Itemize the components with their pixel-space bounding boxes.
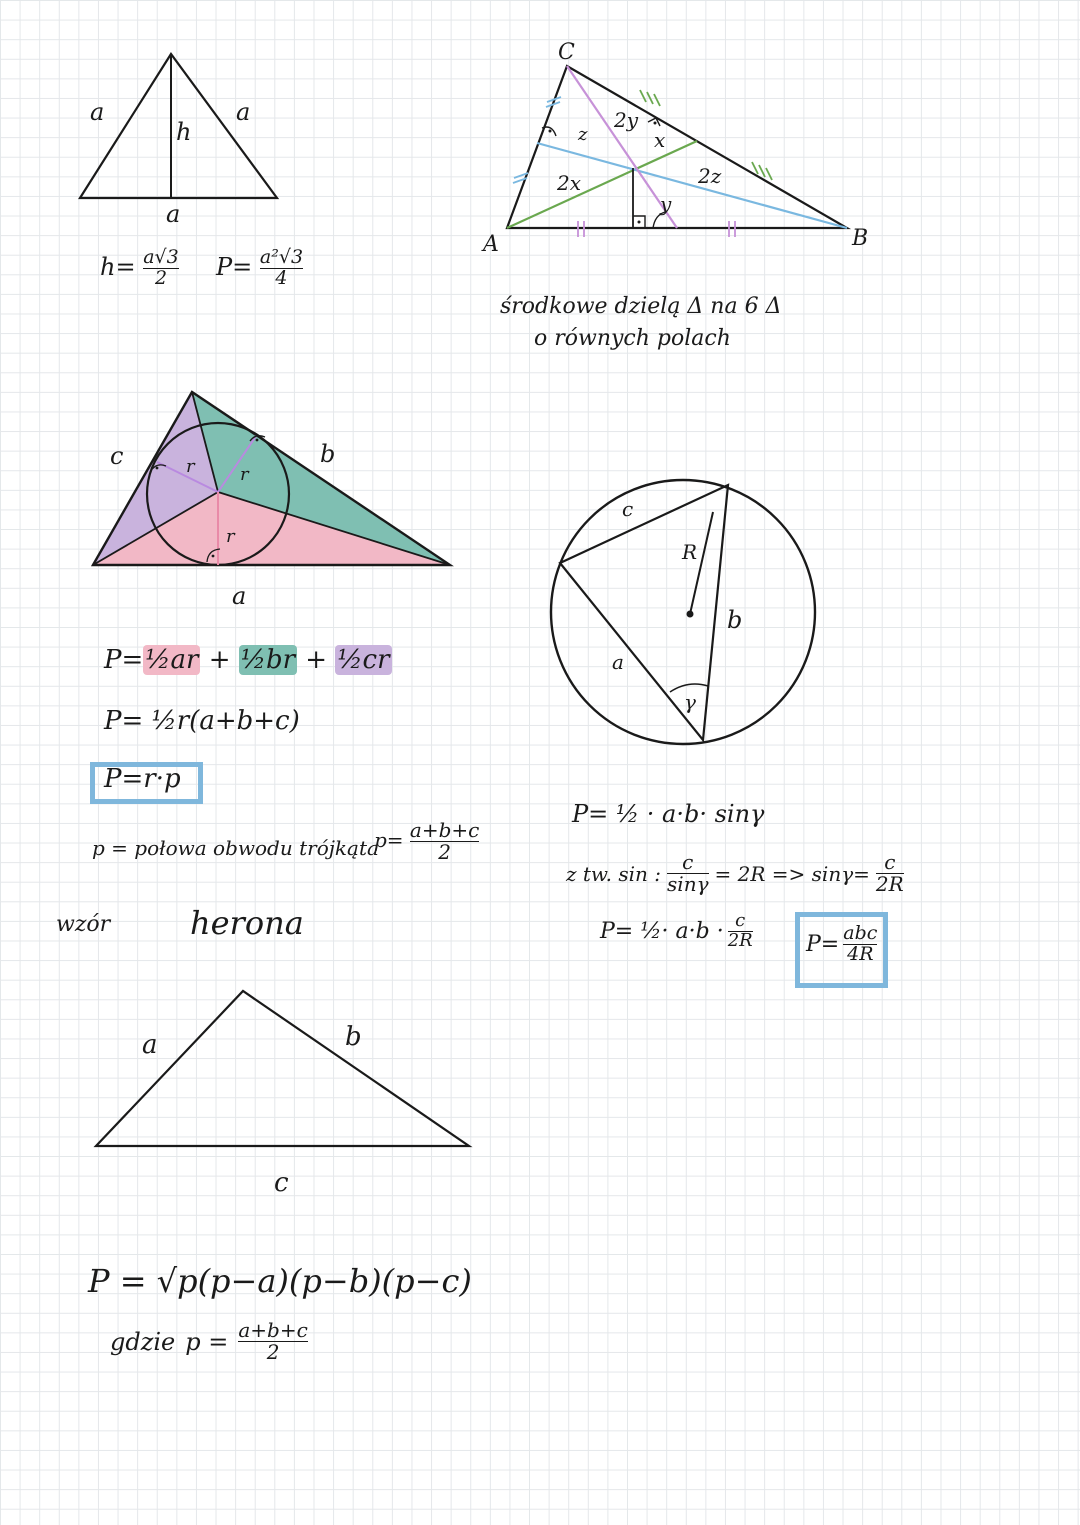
median-from-b — [537, 143, 847, 228]
eq-p-den: 4 — [275, 266, 288, 289]
circ-sine-rule — [566, 852, 904, 895]
inc-term-b: ½br — [240, 645, 296, 675]
circumcircle-figure — [551, 480, 815, 744]
median-caption-line2: o równych polach — [534, 326, 731, 351]
inc-side-c: c — [110, 442, 124, 470]
plus-1: + — [208, 645, 231, 675]
eq-p-lhs: P= — [216, 252, 253, 281]
median-triangle — [507, 66, 847, 237]
inc-p-num: a+b+c — [409, 818, 480, 842]
circ-formula-2-lhs: P= ½· a·b · — [600, 918, 724, 944]
inc-side-a: a — [232, 582, 247, 610]
heron-side-c: c — [274, 1168, 289, 1198]
heron-triangle — [96, 991, 469, 1146]
inc-formula-lhs: P= — [104, 645, 144, 675]
circ-result-den: 4R — [847, 942, 874, 965]
circ-sine-rhs-num: c — [884, 850, 896, 874]
circ-formula-2-den: 2R — [727, 929, 753, 951]
inc-formula-result: P=r·p — [104, 764, 181, 794]
circ-formula-1: P= ½ · a·b· sinγ — [572, 800, 765, 828]
heron-p-num: a+b+c — [238, 1318, 308, 1342]
eq-area-formula — [216, 248, 303, 289]
eq-h-num: a√3 — [143, 246, 179, 268]
heron-title: herona — [190, 904, 304, 942]
eq-height-formula — [100, 248, 179, 289]
inc-term-a: ½ar — [145, 645, 199, 675]
eq-side-base: a — [166, 200, 181, 228]
circ-radius: R — [682, 540, 698, 564]
eq-h-lhs: h= — [100, 252, 136, 281]
circ-sine-rhs-den: 2R — [875, 872, 904, 896]
eq-side-right: a — [236, 98, 251, 126]
median-vertex-b: B — [852, 226, 869, 251]
eq-side-left: a — [90, 98, 105, 126]
circ-side-a: a — [612, 650, 624, 674]
inc-radius-2: r — [240, 464, 249, 485]
inc-p-lhs: p= — [374, 828, 404, 852]
median-vertex-a: A — [483, 232, 499, 257]
circ-side-c: c — [622, 497, 634, 521]
inc-p-formula — [374, 820, 479, 863]
median-seg-2x: 2x — [557, 171, 582, 195]
inc-term-c: ½cr — [337, 645, 390, 675]
inc-formula-factored: P= ½r(a+b+c) — [104, 706, 300, 736]
circ-sine-den: sinγ — [667, 872, 709, 896]
inc-p-den: 2 — [438, 840, 452, 864]
heron-side-b: b — [345, 1022, 362, 1052]
heron-p-def — [110, 1320, 308, 1363]
circ-angle: γ — [684, 690, 696, 714]
eq-p-num: a²√3 — [259, 246, 304, 268]
heron-p-lhs: p = — [185, 1327, 229, 1356]
inc-formula-sum — [104, 645, 392, 675]
median-vertex-c: C — [558, 40, 575, 65]
median-caption-line1: środkowe dzielą Δ na 6 Δ — [500, 294, 782, 319]
heron-p-den: 2 — [266, 1340, 280, 1364]
circ-sine-num: c — [682, 850, 694, 874]
circ-formula-2-num: c — [735, 910, 746, 931]
median-seg-y: y — [660, 192, 672, 216]
circ-side-b: b — [727, 606, 743, 634]
median-seg-2y: 2y — [614, 108, 639, 132]
heron-side-a: a — [142, 1030, 158, 1060]
circ-result-lhs: P= — [806, 931, 840, 957]
inc-radius-1: r — [186, 456, 195, 477]
heron-formula: P = √p(p−a)(p−b)(p−c) — [88, 1262, 472, 1300]
eq-h-den: 2 — [154, 266, 168, 289]
heron-where: gdzie — [110, 1327, 176, 1356]
incircle-triangle — [93, 392, 450, 565]
circumcircle — [551, 480, 815, 744]
inc-radius-3: r — [226, 526, 235, 547]
inc-p-definition: p = połowa obwodu trójkąta — [92, 836, 379, 860]
eq-height-label: h — [176, 118, 192, 146]
median-seg-2z: 2z — [698, 164, 722, 188]
circ-sine-intro: z tw. sin : — [566, 861, 662, 886]
circ-sine-rhs: = 2R => sinγ= — [714, 861, 870, 886]
median-seg-z: z — [578, 124, 588, 145]
circ-formula-2 — [600, 912, 753, 951]
circ-result-num: abc — [843, 922, 878, 944]
plus-2: + — [305, 645, 328, 675]
inc-side-b: b — [320, 440, 336, 468]
circ-result — [806, 924, 877, 965]
median-seg-x: x — [654, 128, 666, 152]
heron-title-prefix: wzór — [56, 912, 111, 937]
